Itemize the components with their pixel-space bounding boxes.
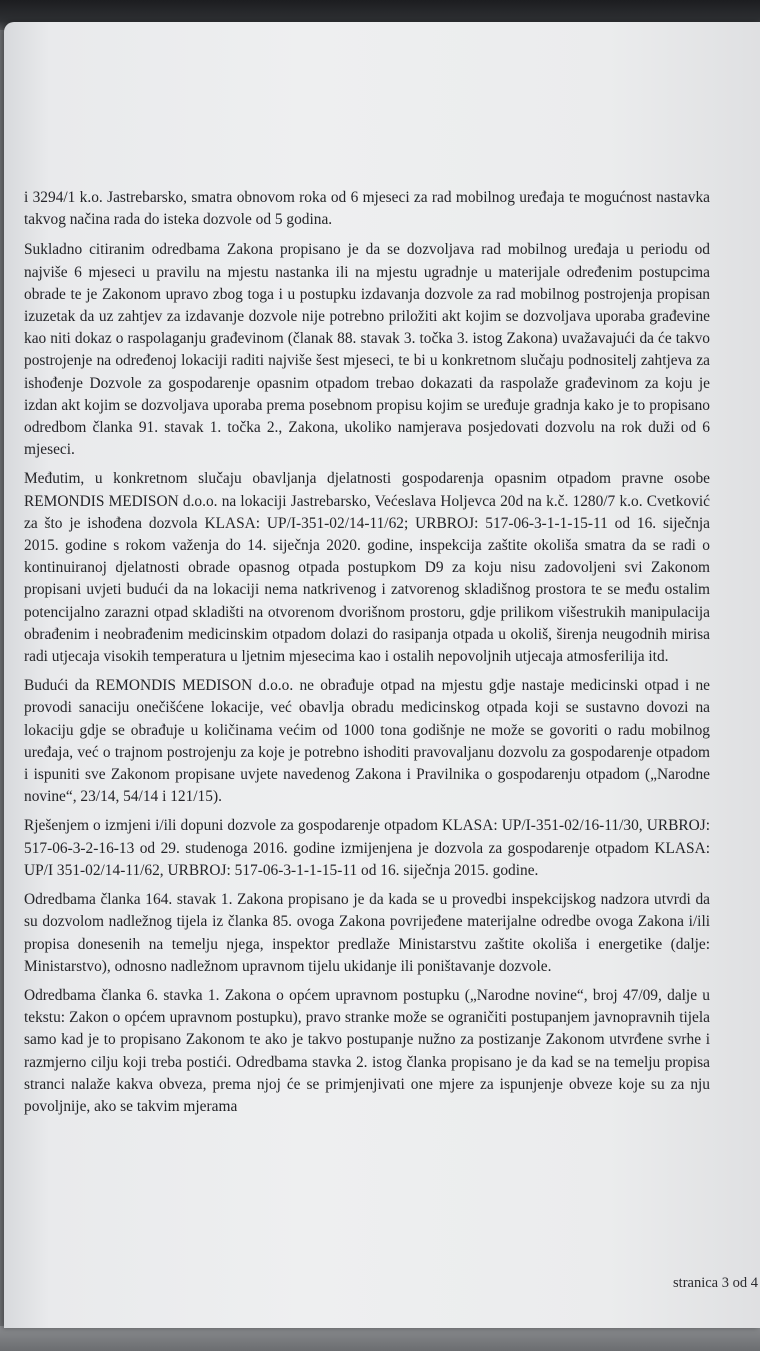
- paragraph-remondis-location: Međutim, u konkretnom slučaju obavljanja djelatnosti gospodarenja opasnim otpadom pravne osobe REMONDIS MEDISON d.o.o. na lokaciji Jastrebarsko, Većeslava Holjevca 20d na k.č. 1280/7 k.o. Cvetković za što je ishođena dozvola KLASA: UP/I-351-02/14-11/62; URBROJ: 517-06-3-1-1-15-11 od 16. siječnja 2015. godine s rokom važenja do 14. siječnja 2020. godine, inspekcija zaštite okoliša smatra da se radi o kontinuiranoj djelatnosti obrade opasnog otpada postupkom D9 za koju nisu zadovoljeni svi Zakonom propisani uvjeti budući da na lokaciji nema natkrivenog i zatvorenog skladišnog prostora te se među ostalim potencijalno zarazni otpad skladišti na otvorenom dvorišnom prostoru, gdje prilikom višestrukih manipulacija obrađenim i neobrađenim medicinskim otpadom dolazi do rasipanja otpada u okoliš, širenja neugodnih mirisa radi utjecaja visokih temperatura u ljetnim mjesecima kao i ostalih nepovoljnih utjecaja atmosferilija itd.: [24, 470, 710, 666]
- paragraph-mobile-device-rules: Sukladno citiranim odredbama Zakona propisano je da se dozvoljava rad mobilnog uređaja u periodu od najviše 6 mjeseci u pravilu na mjestu nastanka ili na mjestu ugradnje u materijale određenim postupcima obrade te je Zakonom upravo zbog toga i u postupku izdavanja dozvole za rad mobilnog postrojenja propisan izuzetak da uz zahtjev za izdavanje dozvole nije potrebno priložiti akt kojim se dozvoljava uporaba građevine kao niti dokaz o raspolaganju građevinom (članak 88. stavak 3. točka 3. istog Zakona) uvažavajući da će takvo postrojenje na određenoj lokaciji raditi najviše šest mjeseci, te bi u konkretnom slučaju podnositelj zahtjeva za ishođenje Dozvole za gospodarenje opasnim otpadom trebao dokazati da raspolaže građevinom za koju je izdan akt kojim se dozvoljava uporaba prema posebnom propisu kojim se uređuje gradnja kako je to propisano odredbom članka 91. stavak 1. točka 2., Zakona, ukoliko namjerava posjedovati dozvolu na rok duži od 6 mjeseci.: [24, 241, 710, 459]
- document-body: [24, 187, 710, 1125]
- page-number: stranica 3 od 4: [673, 1275, 758, 1291]
- background-bottom: [0, 1326, 760, 1351]
- paragraph-article-164: Odredbama članka 164. stavak 1. Zakona propisano je da kada se u provedbi inspekcijskog nadzora utvrdi da su dozvolom nadležnog tijela iz članka 85. ovoga Zakona povrijeđene materijalne odredbe ovoga Zakona i/ili propisa donesenih na temelju njega, inspektor predlaže Ministarstvu zaštite okoliša i energetike (dalje: Ministarstvo), odnosno nadležnom upravnom tijelu ukidanje ili poništavanje dozvole.: [24, 891, 710, 975]
- paragraph-article-6: Odredbama članka 6. stavka 1. Zakona o općem upravnom postupku („Narodne novine“, broj 47/09, dalje u tekstu: Zakon o općem upravnom postupku), pravo stranke može se ograničiti postupanjem javnopravnih tijela samo kad je to propisano Zakonom te ako je takvo postupanje nužno za postizanje Zakonom utvrđene svrhe i razmjerno cilju koji treba postići. Odredbama stavka 2. istog članka propisano je da kad se na temelju propisa stranci nalaže kakva obveza, prema njoj će se primjenjivati one mjere za ispunjenje obveze koje su za nju povoljnije, ako se takvim mjerama: [24, 986, 710, 1115]
- paragraph-permit-amendment: Rješenjem o izmjeni i/ili dopuni dozvole za gospodarenje otpadom KLASA: UP/I-351-02/16-11/30, URBROJ: 517-06-3-2-16-13 od 29. studenoga 2016. godine izmijenjena je dozvola za gospodarenje otpadom KLASA: UP/I 351-02/14-11/62, URBROJ: 517-06-3-1-1-15-11 od 16. siječnja 2015. godine.: [24, 817, 710, 879]
- paragraph-permanent-facility: Budući da REMONDIS MEDISON d.o.o. ne obrađuje otpad na mjestu gdje nastaje medicinski otpad i ne provodi sanaciju onečišćene lokacije, već obavlja obradu medicinskog otpada koji se sustavno dovozi na lokaciju gdje se obrađuje u količinama većim od 1000 tona godišnje ne može se govoriti o radu mobilnog uređaja, već o trajnom postrojenju za koje je potrebno ishoditi pravovaljanu dozvolu za gospodarenje otpadom i ispuniti sve Zakonom propisane uvjete navedenog Zakona i Pravilnika o gospodarenju otpadom („Narodne novine“, 23/14, 54/14 i 121/15).: [24, 677, 710, 806]
- document-page: [4, 22, 760, 1328]
- paragraph-continuation: i 3294/1 k.o. Jastrebarsko, smatra obnovom roka od 6 mjeseci za rad mobilnog uređaja te mogućnost nastavka takvog načina rada do isteka dozvole od 5 godina.: [24, 189, 710, 229]
